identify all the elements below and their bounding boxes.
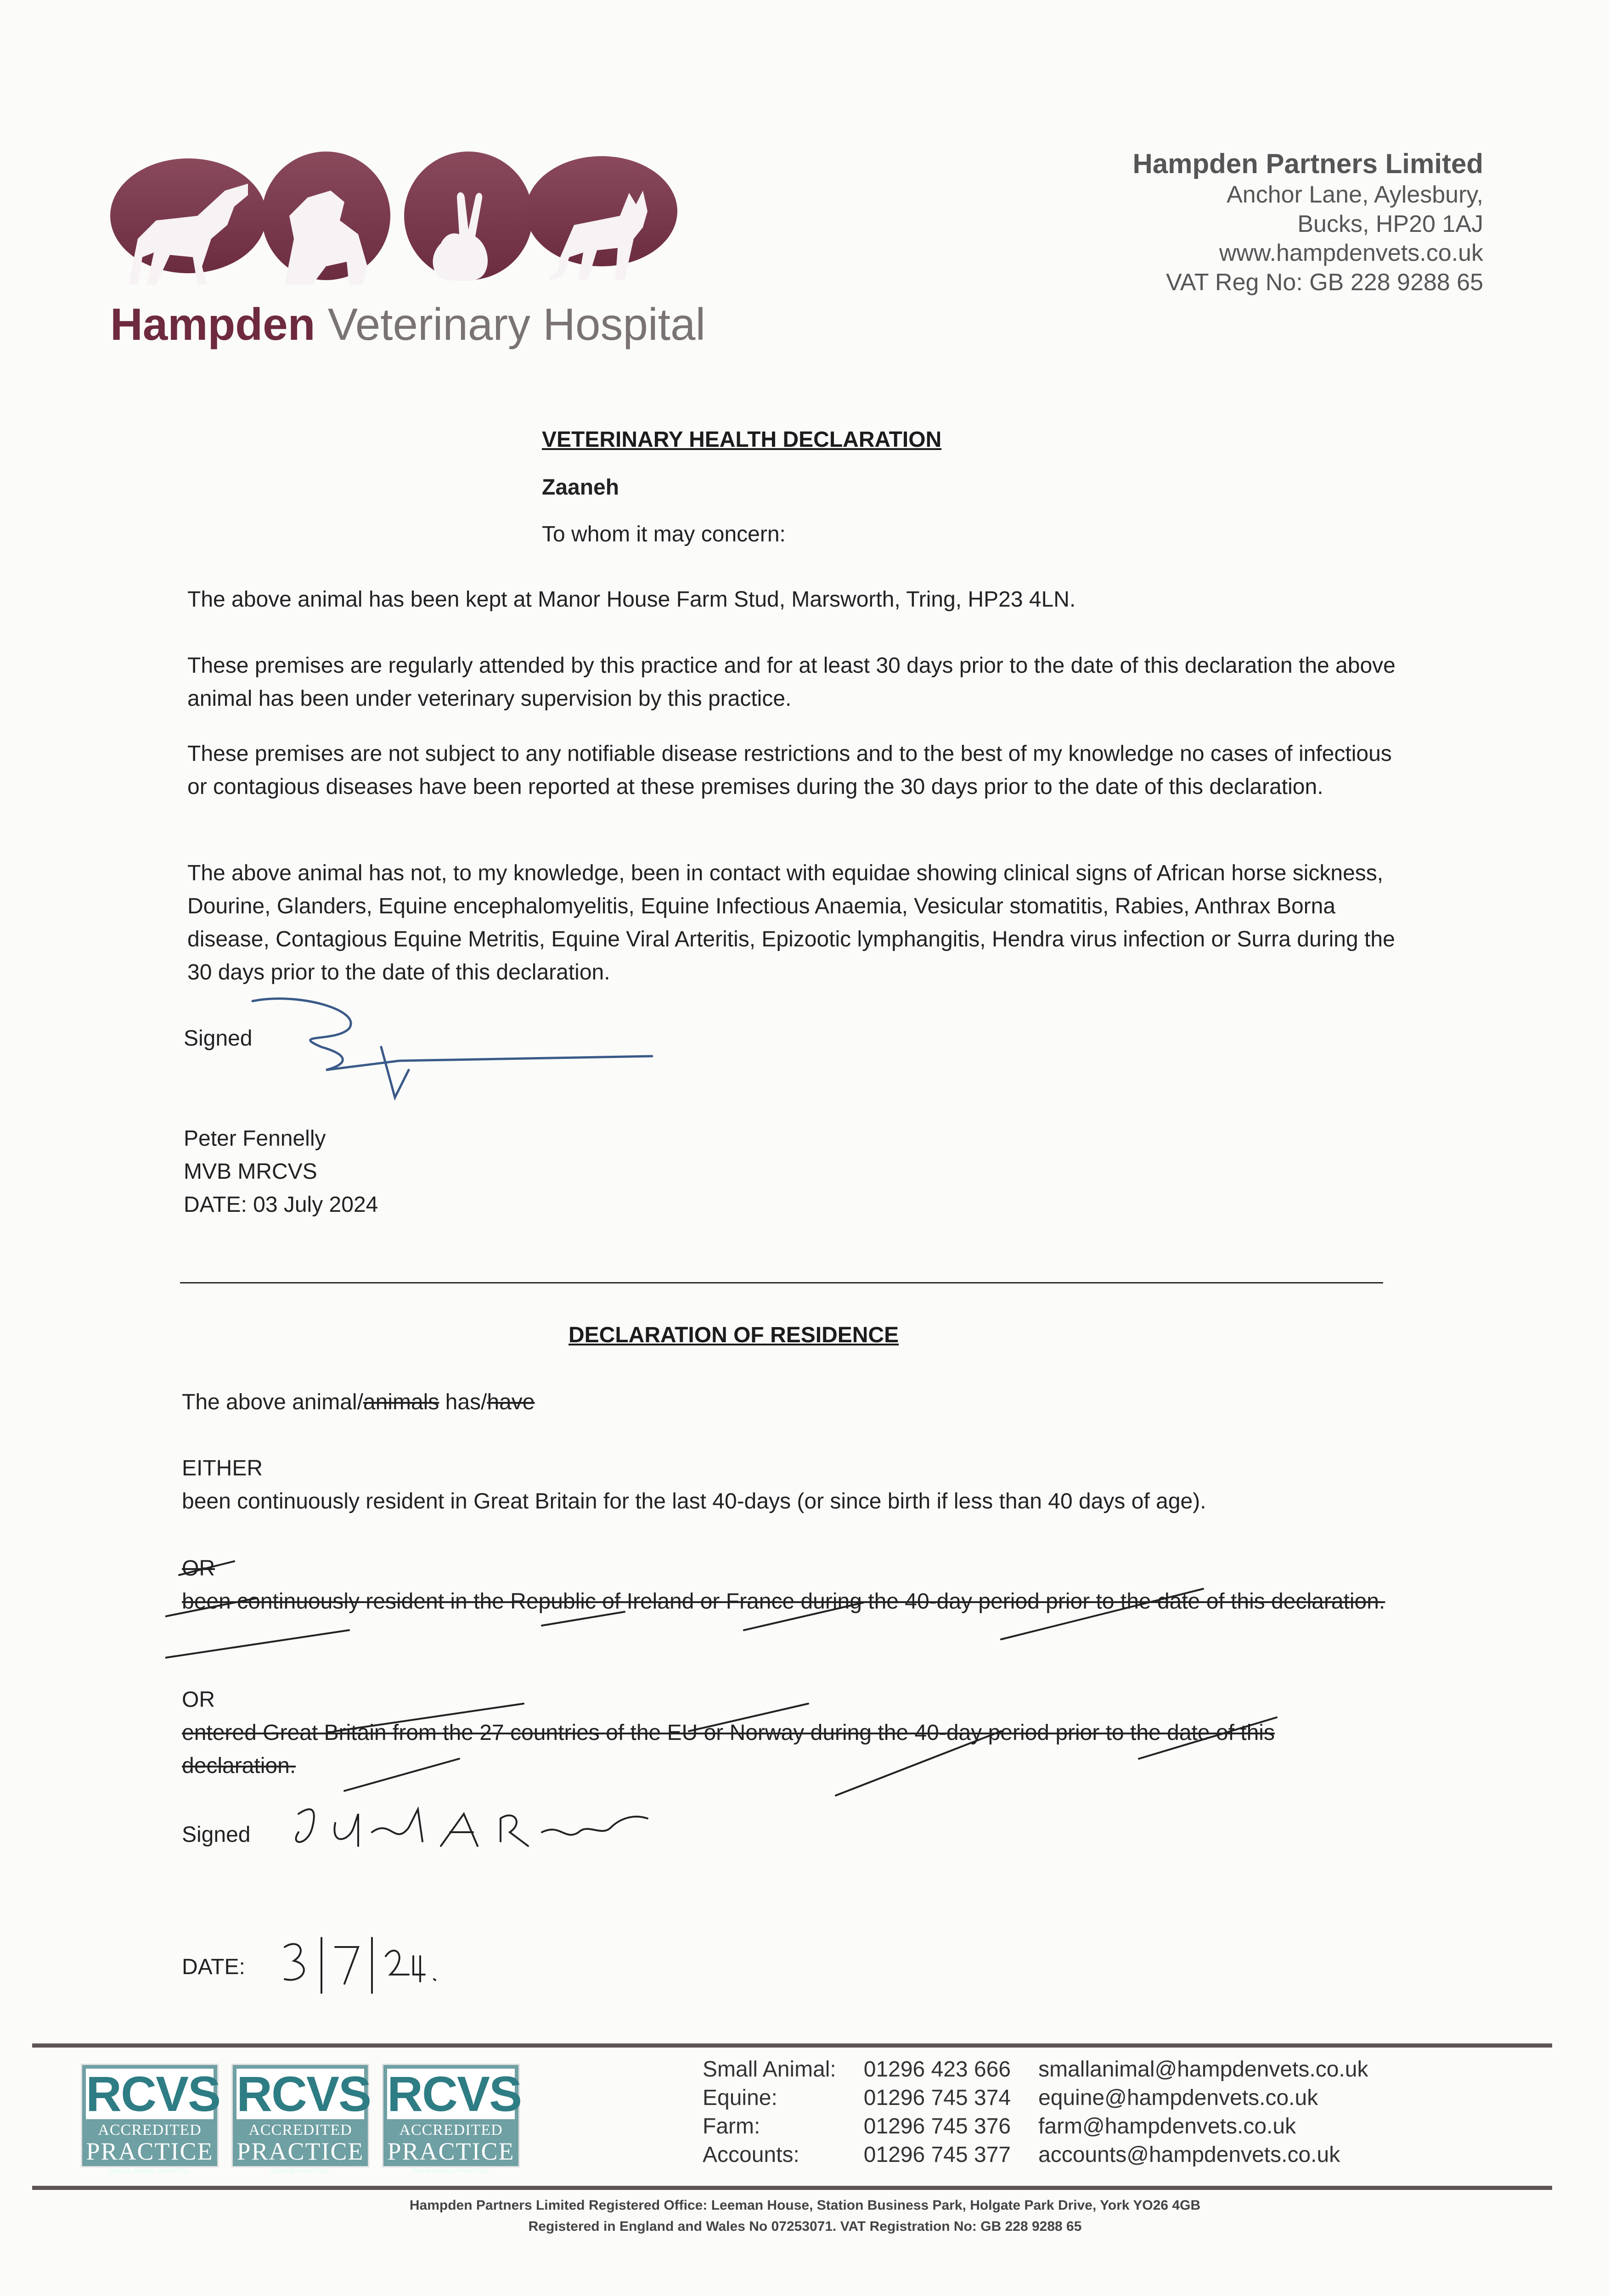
either-label: EITHER: [182, 1456, 263, 1480]
health-declaration-date: DATE: 03 July 2024: [184, 1193, 378, 1217]
contact-dept: Small Animal:: [703, 2057, 836, 2082]
badge-accredited-text: ACCREDITED: [98, 2122, 202, 2138]
residence-declaration-title: DECLARATION OF RESIDENCE: [569, 1323, 899, 1347]
address-line-2: Bucks, HP20 1AJ: [1297, 210, 1483, 237]
vet-signature: [243, 992, 670, 1111]
badge-practice-text: PRACTICE: [86, 2138, 214, 2165]
owner-handwritten-date: [276, 1929, 441, 1998]
vet-qualifications: MVB MRCVS: [184, 1159, 317, 1184]
company-address-block: [1132, 147, 1483, 297]
residence-intro: [182, 1386, 535, 1419]
section-divider: [180, 1282, 1383, 1283]
owner-signed-label: Signed: [182, 1823, 251, 1847]
badge-accredited-text: ACCREDITED: [248, 2122, 352, 2138]
registered-office: Hampden Partners Limited Registered Office: Leeman House, Station Business Park, Holgate Park Drive, York YO26 4GB: [409, 2198, 1201, 2213]
intro-struck-animals: animals: [363, 1390, 439, 1414]
contact-email[interactable]: farm@hampdenvets.co.uk: [1038, 2114, 1296, 2138]
contact-dept: Accounts:: [703, 2143, 799, 2167]
badge-practice-text: PRACTICE: [387, 2138, 515, 2165]
rcvs-badge-equine: [231, 2064, 371, 2174]
footer-bottom-rule: [32, 2186, 1552, 2190]
website: www.hampdenvets.co.uk: [1219, 240, 1483, 267]
registration-numbers: Registered in England and Wales No 07253071. VAT Registration No: GB 228 9288 65: [528, 2219, 1082, 2234]
residence-option-1: been continuously resident in Great Britain for the last 40-days (or since birth if less than 40 days of age).: [182, 1489, 1206, 1514]
footer-top-rule: [32, 2043, 1552, 2048]
health-declaration-title: VETERINARY HEALTH DECLARATION: [542, 428, 942, 452]
owner-date-label: DATE:: [182, 1955, 245, 1979]
logo-name-rest: Veterinary Hospital: [327, 299, 706, 349]
contact-dept: Equine:: [703, 2086, 777, 2110]
address-line-1: Anchor Lane, Aylesbury,: [1227, 181, 1483, 208]
animal-name: Zaaneh: [542, 475, 619, 500]
badge-subtitle: FARM ANIMAL PRACTICE: [412, 2167, 490, 2174]
health-paragraph-1: The above animal has been kept at Manor House Farm Stud, Marsworth, Tring, HP23 4LN.: [187, 587, 1076, 612]
health-paragraph-3: These premises are not subject to any notifiable disease restrictions and to the best of my knowledge no cases of infectious or contagious diseases have been reported at these premises during the 30 days prior to the date of this declaration.: [187, 742, 1392, 799]
logo-wordmark: [110, 298, 705, 350]
or-label-1: OR: [182, 1556, 215, 1581]
residence-option-3: entered Great Britain from the 27 countries of the EU or Norway during the 40-day period prior to the date of this declaration.: [182, 1721, 1275, 1778]
contact-row: [703, 2112, 1396, 2141]
salutation: To whom it may concern:: [542, 522, 786, 546]
logo-animals-graphic: [110, 147, 680, 303]
contact-phone: 01296 745 376: [863, 2114, 1011, 2138]
badge-rcvs-text: RCVS: [236, 2066, 371, 2122]
contact-row: [703, 2055, 1396, 2084]
rcvs-badge-small-animal: [81, 2064, 220, 2174]
contact-email[interactable]: equine@hampdenvets.co.uk: [1038, 2086, 1318, 2110]
rcvs-badge-farm: [382, 2064, 522, 2174]
badge-practice-text: PRACTICE: [236, 2138, 364, 2165]
contact-email[interactable]: accounts@hampdenvets.co.uk: [1038, 2143, 1340, 2167]
contact-dept: Farm:: [703, 2114, 760, 2138]
health-paragraph-4: The above animal has not, to my knowledge, been in contact with equidae showing clinical signs of African horse sickness, Dourine, Glanders, Equine encephalomyelitis, Equine Infectious Anaemia, Vesicular stomatitis, Rabies, Anthrax Borna disease, Contagious Equine Metritis, Equine Viral Arteritis, Epizootic lymphangitis, Hendra virus infection or Surra during the 30 days prior to the date of this declaration.: [187, 861, 1395, 985]
contact-table: [703, 2055, 1396, 2169]
intro-part-c: has/: [439, 1390, 487, 1414]
badge-rcvs-text: RCVS: [387, 2066, 522, 2122]
strike-marks-option-2: [165, 1552, 1359, 1662]
intro-struck-have: have: [487, 1390, 535, 1414]
contact-row: [703, 2141, 1396, 2169]
contact-phone: 01296 745 374: [863, 2086, 1011, 2110]
intro-part-a: The above animal/: [182, 1390, 363, 1414]
badge-accredited-text: ACCREDITED: [399, 2122, 503, 2138]
rcvs-badges: [81, 2064, 522, 2174]
contact-row: [703, 2084, 1396, 2112]
strike-marks-option-3: [184, 1690, 1332, 1800]
badge-rcvs-text: RCVS: [86, 2066, 220, 2122]
contact-phone: 01296 745 377: [863, 2143, 1011, 2167]
contact-email[interactable]: smallanimal@hampdenvets.co.uk: [1038, 2057, 1368, 2082]
logo-name-bold: Hampden: [110, 299, 315, 349]
health-paragraph-2: These premises are regularly attended by this practice and for at least 30 days prior to the date of this declaration the above animal has been under veterinary supervision by this practice.: [187, 653, 1396, 711]
registration-footer: [0, 2195, 1610, 2237]
vat-number: VAT Reg No: GB 228 9288 65: [1166, 269, 1483, 296]
contact-phone: 01296 423 666: [863, 2057, 1011, 2082]
residence-option-2: been continuously resident in the Republic of Ireland or France during the 40-day period prior to the date of this declaration.: [182, 1589, 1385, 1614]
owner-signature: [285, 1795, 661, 1869]
vet-name: Peter Fennelly: [184, 1126, 326, 1151]
vet-signed-label: Signed: [184, 1026, 253, 1051]
badge-subtitle: EQUINE PRACTICE: [270, 2167, 330, 2174]
or-label-2: OR: [182, 1688, 215, 1712]
company-name: Hampden Partners Limited: [1132, 148, 1483, 179]
badge-subtitle: SMALL ANIMAL HOSPITAL: [110, 2167, 190, 2174]
